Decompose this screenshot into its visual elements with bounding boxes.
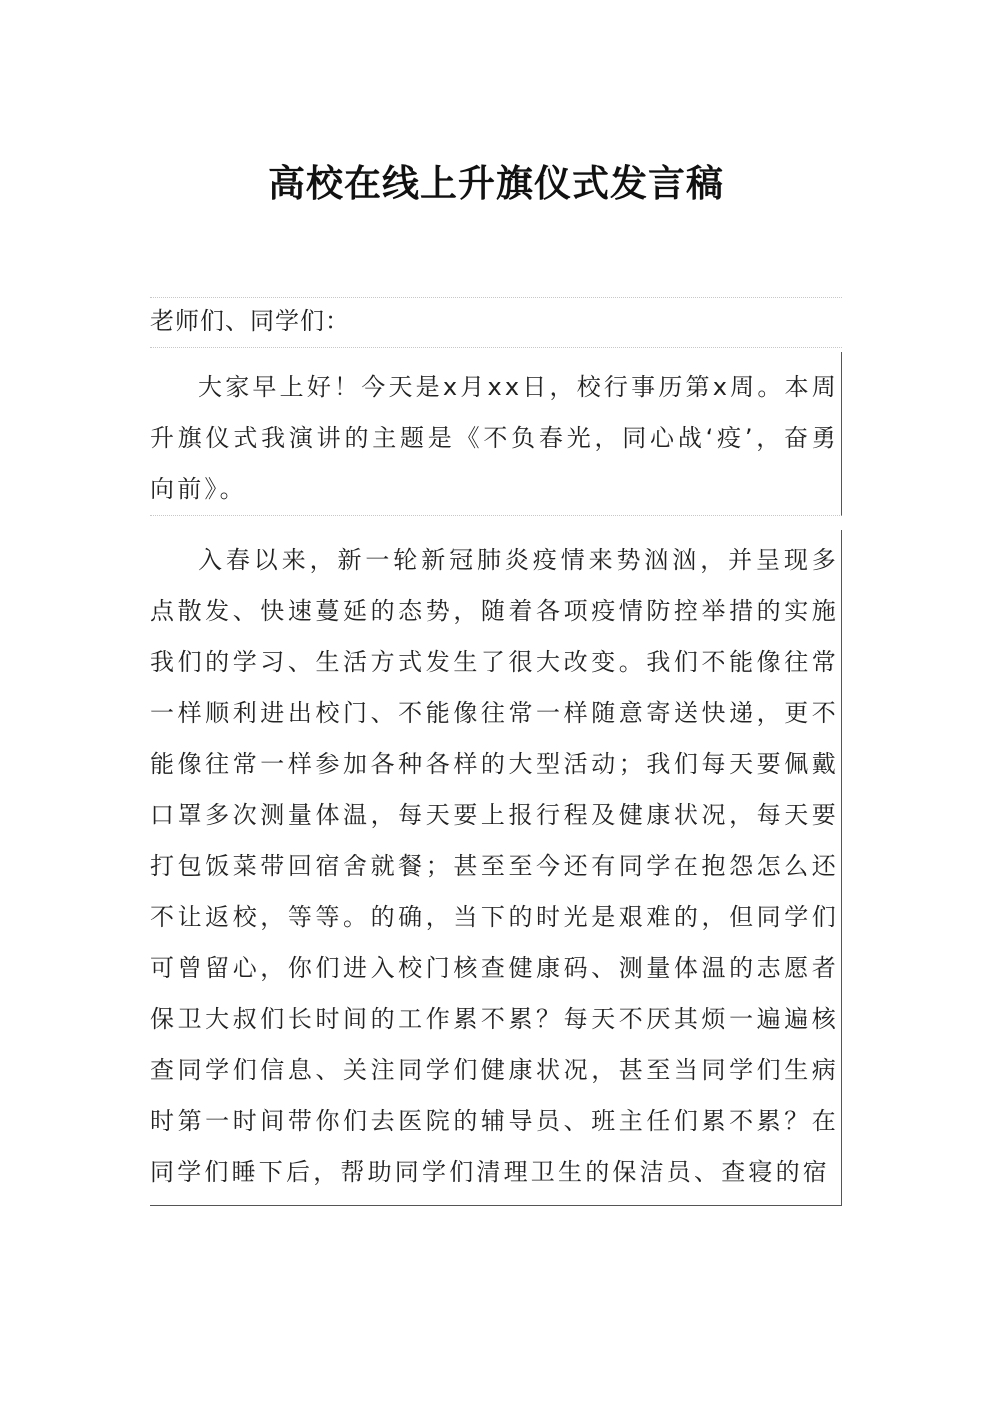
salutation-text: 老师们、同学们： xyxy=(150,307,350,335)
paragraph-1: 大家早上好！今天是x月xx日，校行事历第x周。本周升旗仪式我演讲的主题是《不负春光，同心战‘疫’，奋勇向前》。 xyxy=(150,373,839,503)
paragraph-block-1 xyxy=(150,352,842,516)
paragraph-2: 入春以来，新一轮新冠肺炎疫情来势汹汹，并呈现多点散发、快速蔓延的态势，随着各项疫情防控举措的实施我们的学习、生活方式发生了很大改变。我们不能像往常一样顺利进出校门、不能像往常一样随意寄送快递，更不能像往常一样参加各种各样的大型活动；我们每天要佩戴口罩多次测量体温，每天要上报行程及健康状况，每天要打包饭菜带回宿舍就餐；甚至至今还有同学在抱怨怎么还不让返校，等等。的确，当下的时光是艰难的，但同学们可曾留心，你们进入校门核查健康码、测量体温的志愿者保卫大叔们长时间的工作累不累？每天不厌其烦一遍遍核查同学们信息、关注同学们健康状况，甚至当同学们生病时第一时间带你们去医院的辅导员、班主任们累不累？在同学们睡下后，帮助同学们清理卫生的保洁员、查寝的宿 xyxy=(150,546,839,1186)
salutation-block xyxy=(150,297,842,348)
document-title: 高校在线上升旗仪式发言稿 xyxy=(268,161,724,205)
paragraph-block-2 xyxy=(150,530,842,1206)
